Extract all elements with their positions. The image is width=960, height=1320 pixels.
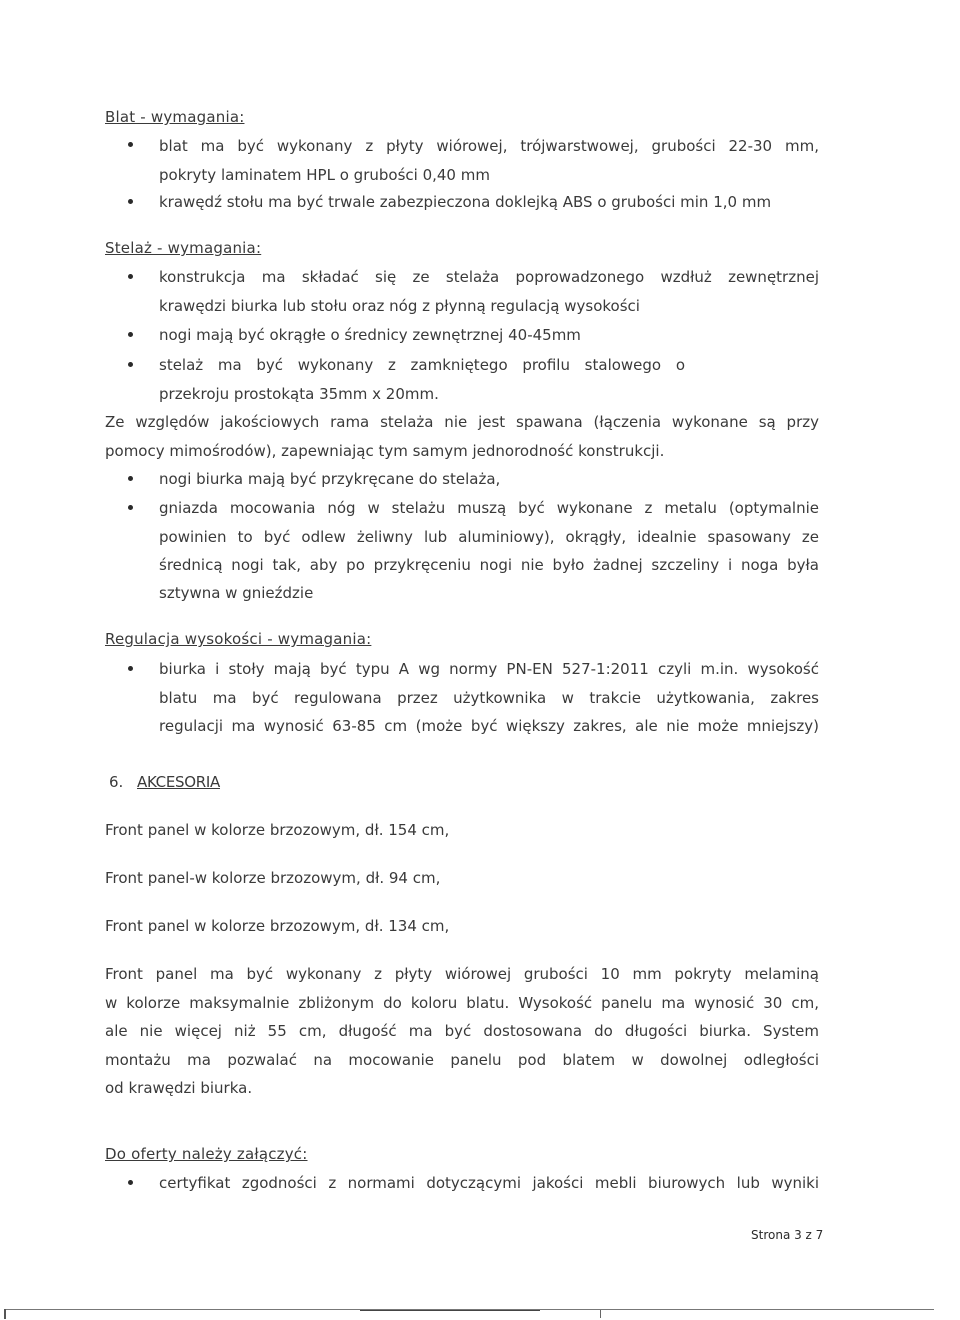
- bullet-icon: [126, 195, 136, 205]
- bullet-icon: [126, 472, 136, 482]
- stelaz-item-1-line-2: krawędzi biurka lub stołu oraz nóg z płynną regulacją wysokości: [159, 297, 640, 315]
- front-panel-3: Front panel w kolorze brzozowym, dł. 134 cm,: [105, 917, 450, 935]
- stelaz-item-3-line-1: stelaż ma być wykonany z zamkniętego profilu stalowego o: [159, 356, 685, 374]
- stelaz-item-5-line-4: sztywna w gnieździe: [159, 584, 314, 602]
- regulacja-item-1-line-2: blatu ma być regulowana przez użytkownika w trakcie użytkowania, zakres: [159, 689, 819, 707]
- stelaz-item-5-line-1: gniazda mocowania nóg w stelażu muszą być wykonane z metalu (optymalnie: [159, 499, 819, 517]
- blat-item-1-line-1: blat ma być wykonany z płyty wiórowej, trójwarstwowej, grubości 22-30 mm,: [159, 137, 819, 155]
- regulacja-item-1-line-1: biurka i stoły mają być typu A wg normy PN-EN 527-1:2011 czyli m.in. wysokość: [159, 660, 819, 678]
- blat-heading: Blat - wymagania:: [105, 108, 245, 126]
- akcesoria-paragraph-line-4: montażu ma pozwalać na mocowanie panelu pod blatem w dowolnej odległości: [105, 1051, 819, 1069]
- akcesoria-paragraph-line-5: od krawędzi biurka.: [105, 1079, 253, 1097]
- bullet-icon: [126, 662, 136, 672]
- akcesoria-title: AKCESORIA: [137, 773, 220, 791]
- stelaz-item-4-line-1: nogi biurka mają być przykręcane do stelaża,: [159, 470, 501, 488]
- stelaz-item-3-line-2: przekroju prostokąta 35mm x 20mm.: [159, 385, 439, 403]
- stelaz-item-5-line-3: średnicą nogi tak, aby po przykręceniu nogi nie było żadnej szczeliny i noga była: [159, 556, 819, 574]
- stelaz-paragraph-line-2: pomocy mimośrodów), zapewniając tym samym jednorodność konstrukcji.: [105, 442, 665, 460]
- blat-item-2-line-1: krawędź stołu ma być trwale zabezpieczona doklejką ABS o grubości min 1,0 mm: [159, 193, 772, 211]
- stelaz-heading: Stelaż - wymagania:: [105, 239, 262, 257]
- regulacja-item-1-line-3: regulacji ma wynosić 63-85 cm (może być większy zakres, ale nie może mniejszy): [159, 717, 819, 735]
- bullet-icon: [126, 138, 136, 148]
- section-number: 6.: [109, 773, 124, 791]
- scan-line: [4, 1309, 6, 1319]
- bullet-icon: [126, 328, 136, 338]
- akcesoria-paragraph-line-2: w kolorze maksymalnie zbliżonym do koloru blatu. Wysokość panelu ma wynosić 30 cm,: [105, 994, 819, 1012]
- scan-line: [360, 1310, 540, 1311]
- scan-edge-line: [0, 1309, 960, 1320]
- stelaz-item-1-line-1: konstrukcja ma składać się ze stelaża poprowadzonego wzdłuż zewnętrznej: [159, 268, 819, 286]
- oferta-item-1-line-1: certyfikat zgodności z normami dotyczącymi jakości mebli biurowych lub wyniki: [159, 1174, 819, 1192]
- regulacja-heading: Regulacja wysokości - wymagania:: [105, 630, 372, 648]
- page-number: Strona 3 z 7: [751, 1228, 824, 1242]
- scan-line: [600, 1310, 601, 1318]
- stelaz-item-5-line-2: powinien to być odlew żeliwny lub aluminiowy), okrągły, idealnie spasowany ze: [159, 528, 819, 546]
- stelaz-item-2-line-1: nogi mają być okrągłe o średnicy zewnętrznej 40-45mm: [159, 326, 581, 344]
- akcesoria-paragraph-line-3: ale nie więcej niż 55 cm, długość ma być dostosowana do długości biurka. System: [105, 1022, 819, 1040]
- bullet-icon: [126, 358, 136, 368]
- oferta-heading: Do oferty należy załączyć:: [105, 1145, 308, 1163]
- bullet-icon: [126, 501, 136, 511]
- akcesoria-paragraph-line-1: Front panel ma być wykonany z płyty wiórowej grubości 10 mm pokryty melaminą: [105, 965, 819, 983]
- bullet-icon: [126, 1176, 136, 1186]
- front-panel-2: Front panel-w kolorze brzozowym, dł. 94 cm,: [105, 869, 441, 887]
- bullet-icon: [126, 270, 136, 280]
- front-panel-1: Front panel w kolorze brzozowym, dł. 154 cm,: [105, 821, 450, 839]
- stelaz-paragraph-line-1: Ze względów jakościowych rama stelaża nie jest spawana (łączenia wykonane są przy: [105, 413, 819, 431]
- blat-item-1-line-2: pokryty laminatem HPL o grubości 0,40 mm: [159, 166, 490, 184]
